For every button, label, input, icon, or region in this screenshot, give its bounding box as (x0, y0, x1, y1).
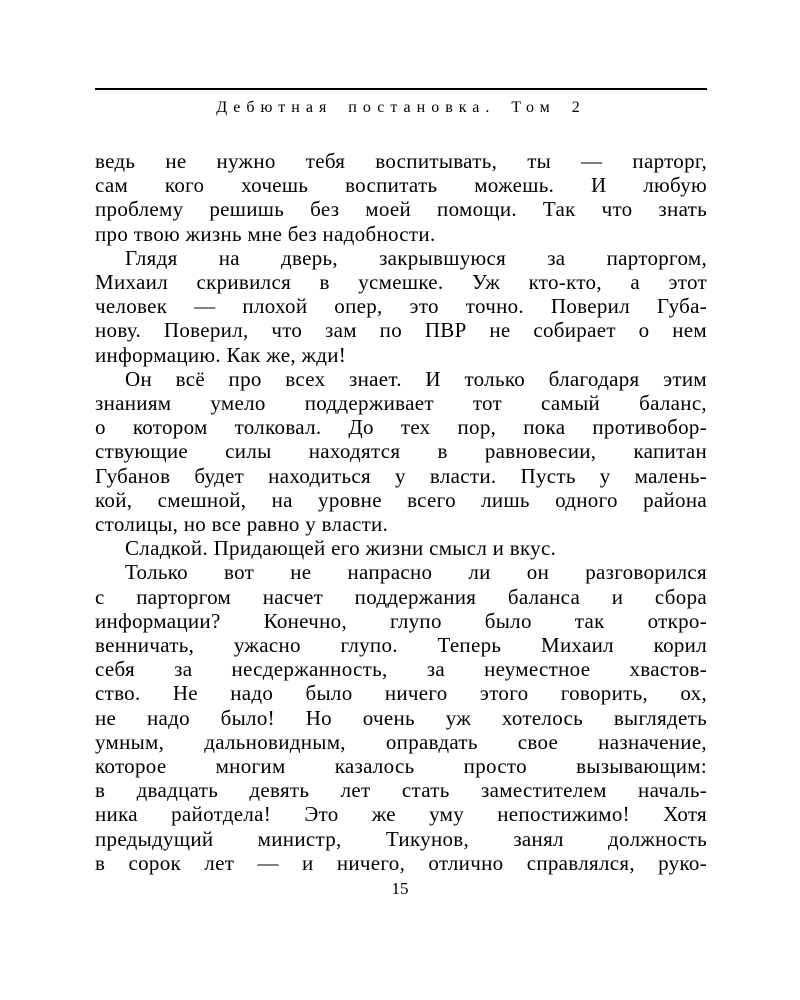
text-line: с парторгом насчет поддержания баланса и сбора (95, 584, 707, 609)
text-line: умным, дальновидным, оправдать свое назначение, (95, 729, 707, 754)
text-line: Михаил скривился в усмешке. Уж кто-кто, а этот (95, 270, 707, 295)
text-line: про твою жизнь мне без надобности. (95, 221, 436, 246)
text-line: ство. Не надо было ничего этого говорить, ох, (95, 681, 707, 706)
running-head-title: Дебютная постановка. Том 2 (216, 99, 586, 116)
text-line: нову. Поверил, что зам по ПВР не собирает о нем (95, 318, 707, 343)
text-line: человек — плохой опер, это точно. Поверил Губа- (95, 294, 707, 319)
text-line: информации? Конечно, глупо было так откро- (95, 608, 707, 633)
header-divider (95, 88, 707, 90)
text-line: в двадцать девять лет стать заместителем началь- (95, 778, 707, 803)
text-line: кой, смешной, на уровне всего лишь одного района (95, 487, 707, 512)
text-line: Губанов будет находиться у власти. Пусть у малень- (95, 463, 707, 488)
text-line: Сладкой. Придающей его жизни смысл и вкус. (125, 536, 557, 561)
text-line: о котором толковал. До тех пор, пока противобор- (95, 415, 707, 440)
text-line: ника райотдела! Это же уму непостижимо! Хотя (95, 802, 707, 827)
text-line: ствующие силы находятся в равновесии, капитан (95, 439, 707, 464)
text-line: Глядя на дверь, закрывшуюся за парторгом, (125, 245, 707, 270)
text-line: Он всё про всех знает. И только благодаря этим (125, 366, 707, 391)
page-number: 15 (391, 879, 409, 898)
text-line: столицы, но все равно у власти. (95, 512, 389, 537)
text-line: ведь не нужно тебя воспитывать, ты — парторг, (95, 149, 707, 173)
text-line: которое многим казалось просто вызывающим: (95, 754, 707, 779)
text-line: себя за несдержанность, за неуместное хвастов- (95, 657, 707, 682)
text-line: в сорок лет — и ничего, отлично справлялся, руко- (95, 850, 707, 875)
text-line: проблему решишь без моей помощи. Так что знать (95, 197, 707, 222)
body-text (95, 149, 707, 875)
text-line: Только вот не напрасно ли он разговорился (125, 560, 707, 585)
text-line: знаниям умело поддерживает тот самый баланс, (95, 391, 707, 416)
text-line: предыдущий министр, Тикунов, занял должность (95, 826, 707, 851)
text-line: сам кого хочешь воспитать можешь. И любую (95, 173, 707, 198)
text-line: не надо было! Но очень уж хотелось выглядеть (95, 705, 707, 730)
text-line: информацию. Как же, жди! (95, 342, 347, 367)
text-line: венничать, ужасно глупо. Теперь Михаил корил (95, 633, 707, 658)
